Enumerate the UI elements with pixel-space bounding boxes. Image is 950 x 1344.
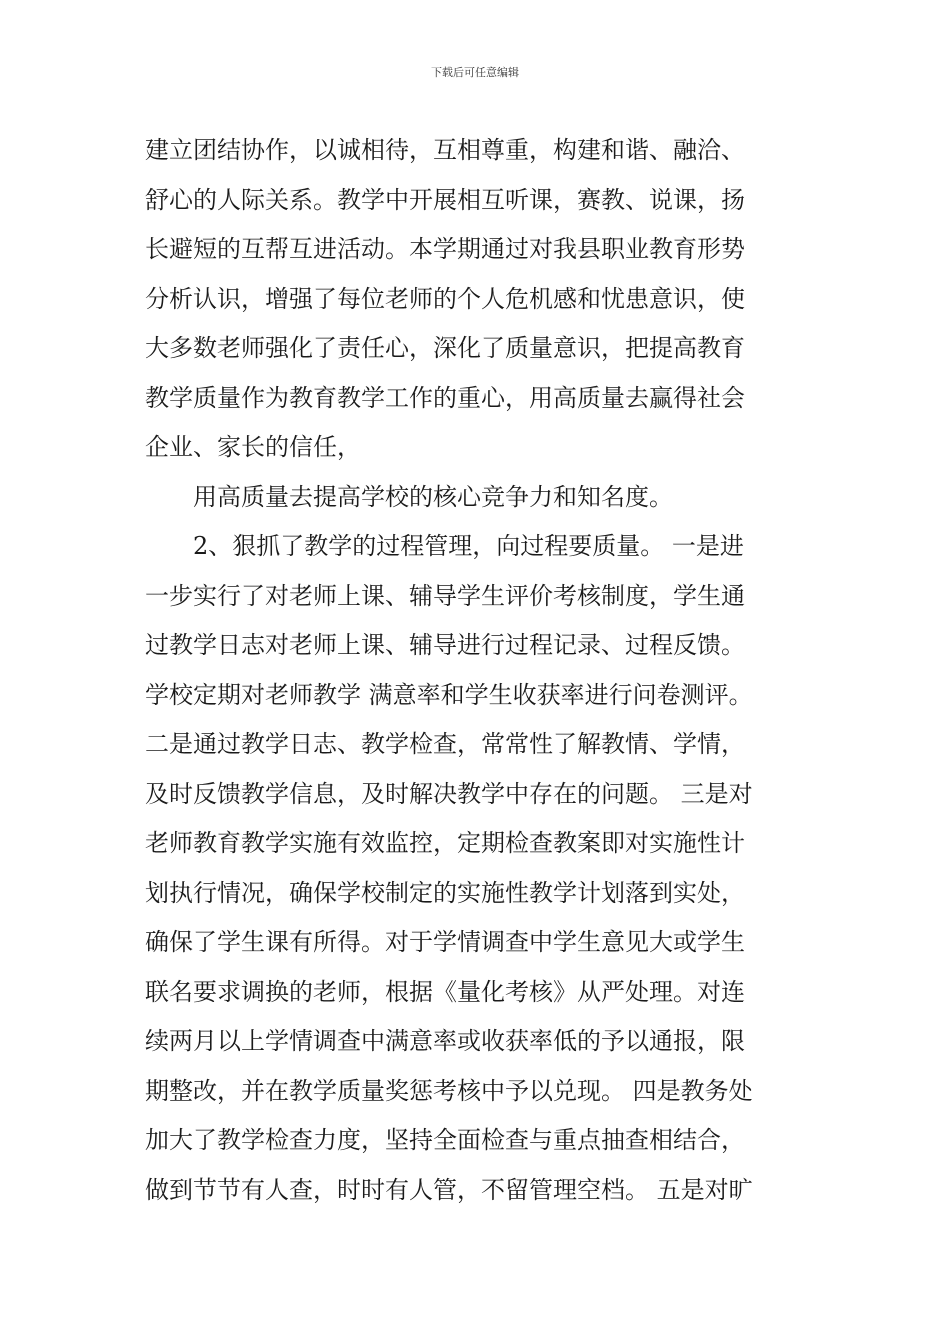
text-line: 划执行情况，确保学校制定的实施性教学计划落到实处， bbox=[145, 878, 745, 907]
text-line: 续两月以上学情调查中满意率或收获率低的予以通报，限 bbox=[145, 1027, 745, 1055]
text-line: 过教学日志对老师上课、辅导进行过程记录、过程反馈。 bbox=[145, 631, 745, 659]
text-line: 企业、家长的信任， bbox=[145, 433, 361, 461]
text-line: 分析认识，增强了每位老师的个人危机感和忧患意识，使 bbox=[145, 284, 745, 313]
text-line: 建立团结协作，以诚相待，互相尊重，构建和谐、融洽、 bbox=[145, 136, 745, 164]
text-line: 老师教育教学实施有效监控，定期检查教案即对实施性计 bbox=[145, 829, 745, 857]
text-line: 用高质量去提高学校的核心竞争力和知名度。 bbox=[145, 482, 673, 511]
text-line: 加大了教学检查力度，坚持全面检查与重点抽查相结合， bbox=[145, 1126, 745, 1154]
document-body bbox=[145, 126, 810, 1215]
text-line: 一步实行了对老师上课、辅导学生评价考核制度，学生通 bbox=[145, 581, 745, 610]
text-line: 确保了学生课有所得。对于学情调查中学生意见大或学生 bbox=[145, 928, 745, 956]
text-line: 大多数老师强化了责任心，深化了质量意识，把提高教育 bbox=[145, 334, 745, 362]
text-line: 及时反馈教学信息，及时解决教学中存在的问题。 三是对 bbox=[145, 779, 753, 808]
page-header: 下载后可任意编辑 bbox=[431, 66, 519, 79]
text-line: 2、狠抓了教学的过程管理，向过程要质量。 一是进 bbox=[145, 532, 744, 560]
text-line: 舒心的人际关系。教学中开展相互听课，赛教、说课，扬 bbox=[145, 185, 745, 214]
text-line: 联名要求调换的老师，根据《量化考核》从严处理。对连 bbox=[145, 977, 745, 1006]
text-line: 长避短的互帮互进活动。本学期通过对我县职业教育形势 bbox=[145, 235, 745, 263]
text-line: 期整改，并在教学质量奖惩考核中予以兑现。 四是教务处 bbox=[145, 1076, 753, 1105]
text-line: 教学质量作为教育教学工作的重心，用高质量去赢得社会 bbox=[145, 383, 745, 412]
text-line: 二是通过教学日志、教学检查，常常性了解教情、学情， bbox=[145, 730, 745, 758]
text-line: 学校定期对老师教学 满意率和学生收获率进行问卷测评。 bbox=[145, 680, 753, 709]
text-line: 做到节节有人查，时时有人管，不留管理空档。 五是对旷 bbox=[145, 1175, 753, 1204]
